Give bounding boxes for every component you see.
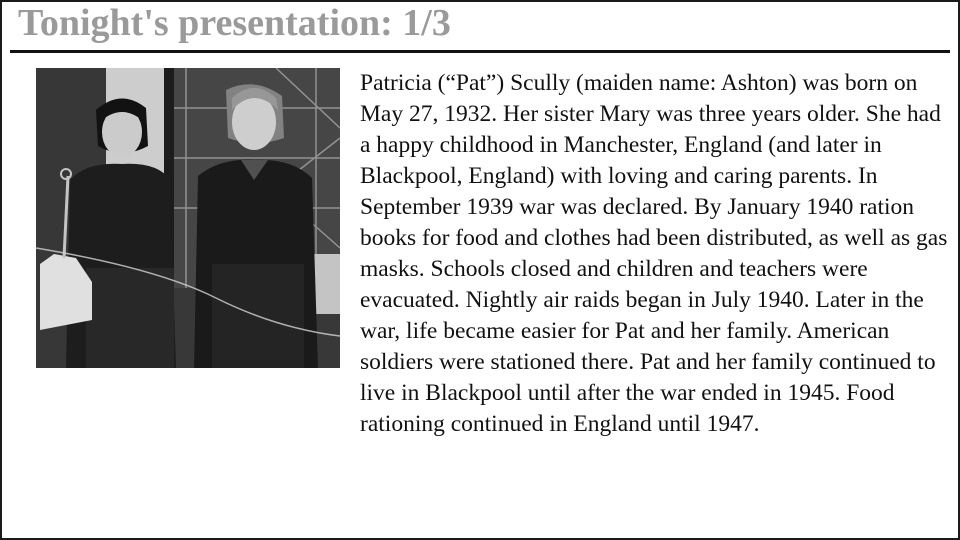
two-girls-photo: [36, 68, 340, 368]
slide-title: Tonight's presentation: 1/3: [18, 2, 451, 44]
biography-text: Patricia (“Pat”) Scully (maiden name: Ashton) was born on May 27, 1932. Her sister Mary was three years older. She had a happy childhood in Manchester, England (and later in Blackpool, England) with loving and caring parents. In September 1939 war was declared. By January 1940 ration books for food and clothes had been distributed, as well as gas masks. Schools closed and children and teachers were evacuated. Nightly air raids began in July 1940. Later in the war, life became easier for Pat and her family. American soldiers were stationed there. Pat and her family continued to live in Blackpool until after the war ended in 1945. Food rationing continued in England until 1947.: [360, 70, 948, 437]
title-divider: [10, 50, 950, 53]
